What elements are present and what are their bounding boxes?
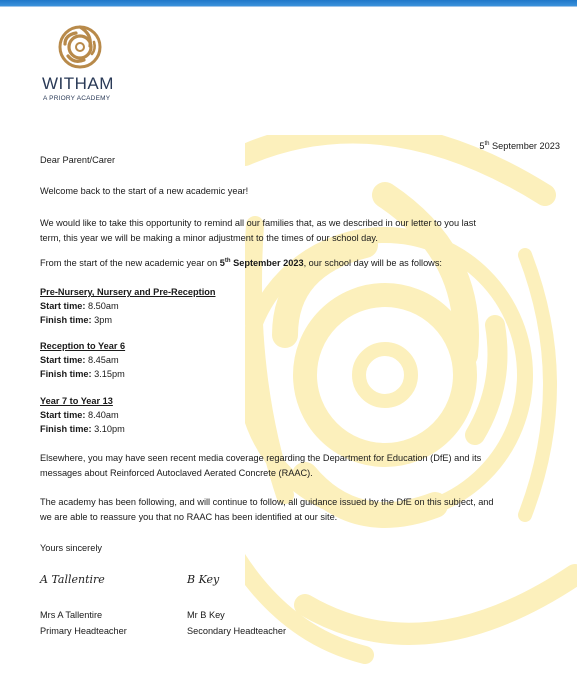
start-sentence-date: September 2023 [230, 258, 304, 268]
signatory-name: Mr B Key [187, 610, 225, 620]
welcome-line: Welcome back to the start of a new academic year! [40, 186, 249, 196]
logo-school-name: WITHAM [42, 74, 114, 93]
group-start-time: Start time: 8.45am [40, 355, 119, 365]
date-day: 5 [479, 141, 485, 151]
group-heading: Pre-Nursery, Nursery and Pre-Reception [40, 287, 216, 297]
logo-emblem-icon [56, 24, 104, 70]
logo-tagline: A PRIORY ACADEMY [43, 95, 111, 102]
start-sentence-day: 5 [219, 258, 225, 268]
signatory-name: Mrs A Tallentire [40, 610, 103, 620]
date-suffix: th [484, 140, 490, 147]
watermark-emblem [245, 135, 577, 675]
top-accent-edge [0, 6, 577, 7]
start-sentence-before: From the start of the new academic year on [40, 258, 220, 268]
reassure-line-2: we are able to reassure you that no RAAC has been identified at our site. [40, 512, 338, 522]
raac-line-1: Elsewhere, you may have seen recent media coverage regarding the Department for Education (DfE) and its [40, 453, 482, 463]
signature-primary: A Tallentire [40, 573, 105, 586]
group-finish-time: Finish time: 3pm [40, 315, 112, 325]
closing: Yours sincerely [40, 543, 102, 553]
signatory-role: Secondary Headteacher [187, 626, 287, 636]
raac-line-2: messages about Reinforced Autoclaved Aerated Concrete (RAAC). [40, 468, 313, 478]
signatory-role: Primary Headteacher [40, 626, 127, 636]
start-sentence [40, 258, 442, 268]
letter-date [479, 141, 560, 151]
start-sentence-after: , our school day will be as follows: [303, 258, 442, 268]
date-rest: September 2023 [489, 141, 560, 151]
group-heading: Reception to Year 6 [40, 341, 126, 351]
group-start-time: Start time: 8.50am [40, 301, 119, 311]
start-sentence-suffix: th [224, 257, 231, 264]
group-heading: Year 7 to Year 13 [40, 396, 113, 406]
group-finish-time: Finish time: 3.10pm [40, 424, 125, 434]
signature-secondary: B Key [187, 573, 220, 586]
salutation: Dear Parent/Carer [40, 155, 116, 165]
intro-line-2: term, this year we will be making a minor adjustment to the times of our school day. [40, 233, 378, 243]
group-finish-time: Finish time: 3.15pm [40, 369, 125, 379]
reassure-line-1: The academy has been following, and will continue to follow, all guidance issued by the DfE on this subject, and [40, 497, 494, 507]
group-start-time: Start time: 8.40am [40, 410, 119, 420]
intro-line-1: We would like to take this opportunity to remind all our families that, as we described in our letter to you last [40, 218, 476, 228]
